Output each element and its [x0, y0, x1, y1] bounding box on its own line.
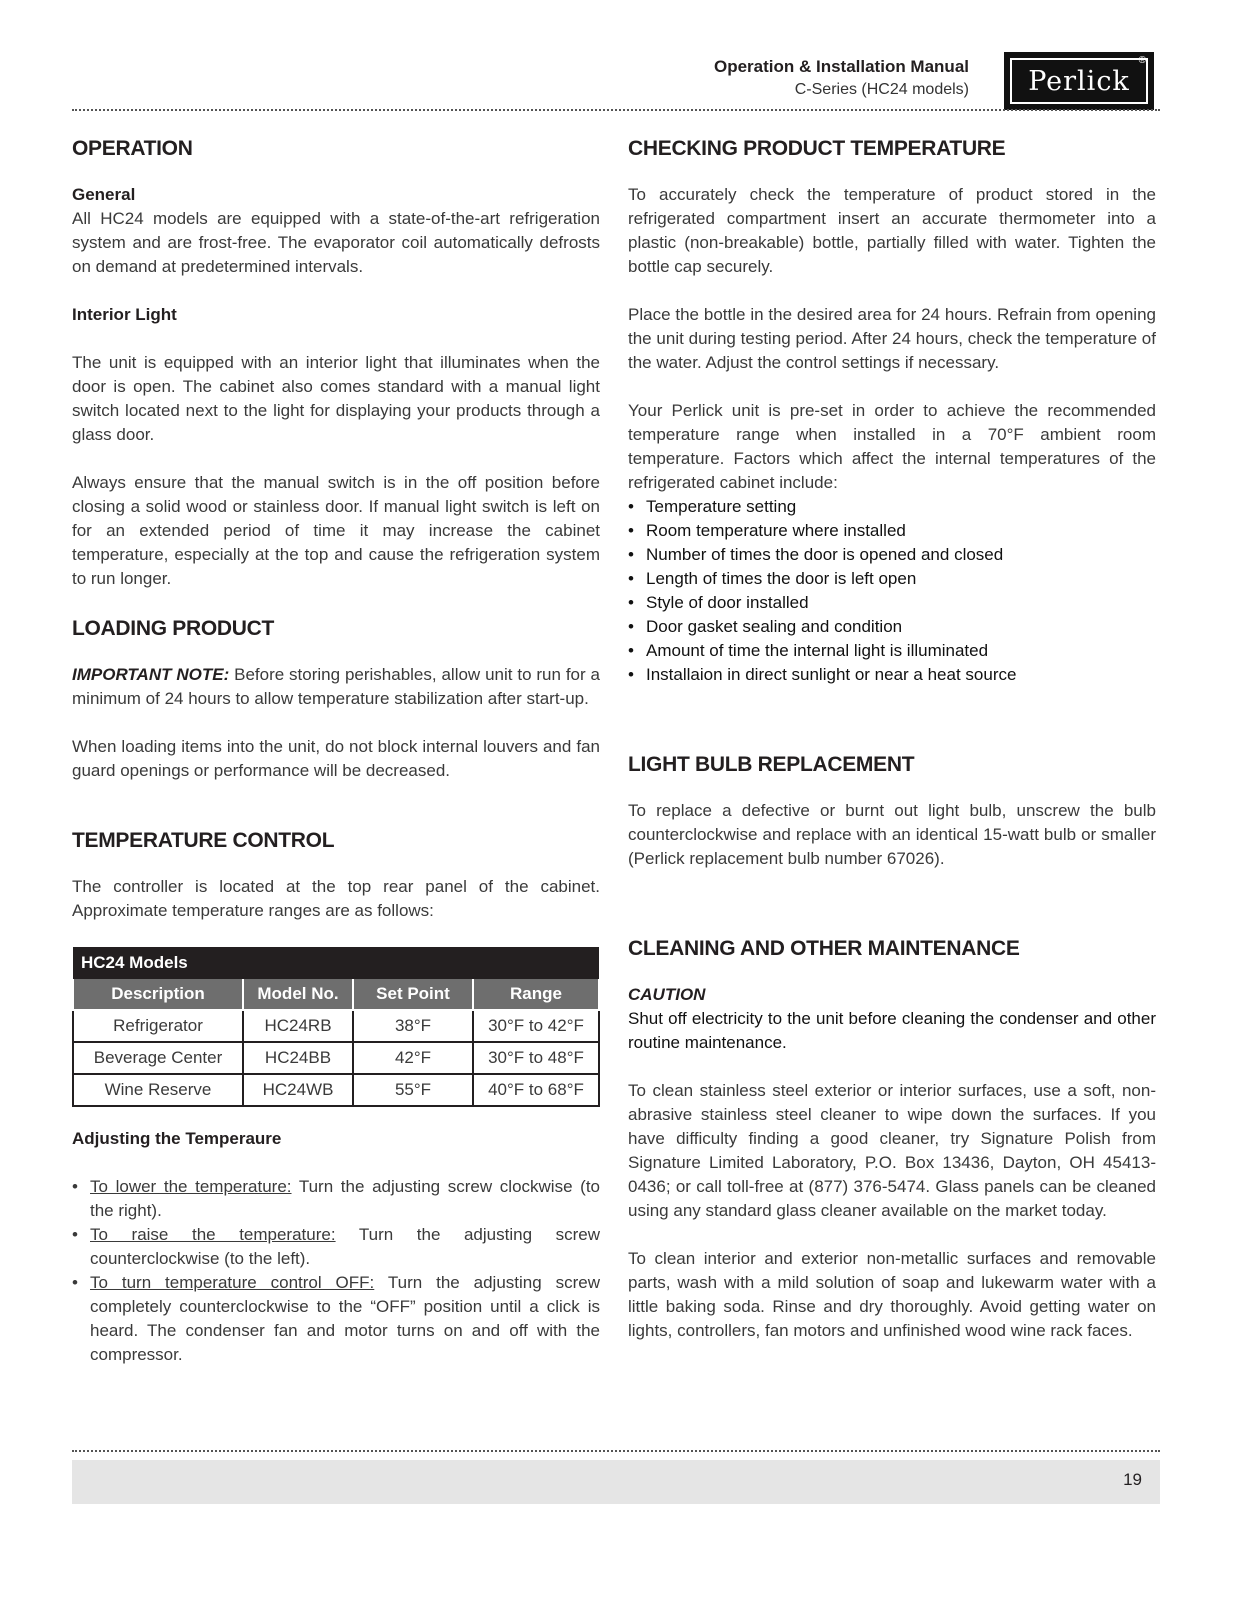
checking-paragraph-1: To accurately check the temperature of product stored in the refrigerated compartment insert an accurate thermometer into a plastic (non-breakable) bottle, partially filled with water. Tighten the bottle cap securely. [628, 185, 1156, 276]
important-note-paragraph [72, 663, 600, 711]
cleaning-paragraph-2: To clean interior and exterior non-metallic surfaces and removable parts, wash with a mild solution of soap and lukewarm water with a little baking soda. Rinse and dry thoroughly. Avoid getting water on lights, controllers, fan motors and unfinished wood wine rack faces. [628, 1249, 1156, 1340]
table-row [73, 1010, 599, 1042]
table-cell: 30°F to 42°F [473, 1010, 599, 1042]
list-item-label: To lower the temperature: [90, 1177, 292, 1196]
table-cell: 38°F [353, 1010, 473, 1042]
list-item: • Number of times the door is opened and closed [628, 543, 1156, 567]
light-bulb-paragraph: To replace a defective or burnt out light bulb, unscrew the bulb counterclockwise and replace with an identical 15-watt bulb or smaller (Perlick replacement bulb number 67026). [628, 801, 1156, 868]
registered-mark: ® [1138, 55, 1146, 66]
table-caption: HC24 Models [73, 947, 599, 979]
column-header: Set Point [353, 979, 473, 1010]
table-cell: Wine Reserve [73, 1074, 243, 1106]
caution-label: CAUTION [628, 985, 706, 1004]
list-item: • Door gasket sealing and condition [628, 615, 1156, 639]
list-item [72, 1223, 600, 1271]
general-paragraph: All HC24 models are equipped with a state-of-the-art refrigeration system and are frost-free. The evaporator coil automatically defrosts on demand at predetermined intervals. [72, 209, 600, 276]
perlick-logo [1004, 52, 1154, 110]
interior-light-paragraph: The unit is equipped with an interior light that illuminates when the door is open. The cabinet also comes standard with a manual light switch located next to the light for displaying your products through a glass door. [72, 353, 600, 444]
temperature-ranges-table [72, 947, 600, 1107]
important-note-text: Before storing perishables, allow unit to run for a minimum of 24 hours to allow temperature stabilization after start-up. [72, 665, 600, 708]
list-item-label: To raise the temperature: [90, 1225, 336, 1244]
subheading-interior-light: Interior Light [72, 305, 177, 324]
column-header: Model No. [243, 979, 353, 1010]
list-item: • Temperature setting [628, 495, 1156, 519]
column-header: Range [473, 979, 599, 1010]
list-item: • Installaion in direct sunlight or near a heat source [628, 663, 1156, 687]
list-item [72, 1175, 600, 1223]
list-item [72, 1271, 600, 1367]
section-heading-operation: OPERATION [72, 137, 193, 160]
table-row [73, 1042, 599, 1074]
list-item-text: Turn the adjusting screw counterclockwise (to the left). [90, 1225, 601, 1268]
adjusting-list [72, 1175, 600, 1367]
factors-list [628, 495, 1156, 687]
section-heading-checking: CHECKING PRODUCT TEMPERATURE [628, 137, 1006, 160]
section-heading-light-bulb: LIGHT BULB REPLACEMENT [628, 753, 915, 776]
caution-paragraph: Shut off electricity to the unit before cleaning the condenser and other routine maintenance. [628, 1009, 1156, 1052]
list-item: • Room temperature where installed [628, 519, 1156, 543]
section-heading-loading: LOADING PRODUCT [72, 617, 274, 640]
section-heading-cleaning: CLEANING AND OTHER MAINTENANCE [628, 937, 1020, 960]
table-cell: HC24BB [243, 1042, 353, 1074]
table-cell: 30°F to 48°F [473, 1042, 599, 1074]
manual-subtitle: C-Series (HC24 models) [794, 81, 969, 98]
table-cell: Refrigerator [73, 1010, 243, 1042]
table-cell: 42°F [353, 1042, 473, 1074]
column-header: Description [73, 979, 243, 1010]
list-item: • Style of door installed [628, 591, 1156, 615]
table-cell: HC24WB [243, 1074, 353, 1106]
cleaning-paragraph-1: To clean stainless steel exterior or interior surfaces, use a soft, non-abrasive stainless steel cleaner to wipe down the surfaces. If you have difficulty finding a good cleaner, try Signature Polish from Signature Limited Laboratory, P.O. Box 13436, Dayton, OH 45413-0436; or call toll-free at (877) 376-5474. Glass panels can be cleaned using any standard glass cleaner available on the market today. [628, 1081, 1156, 1220]
list-item-label: To turn temperature control OFF: [90, 1273, 375, 1292]
checking-paragraph-2: Place the bottle in the desired area for 24 hours. Refrain from opening the unit during testing period. After 24 hours, check the temperature of the water. Adjust the control settings if necessary. [628, 305, 1156, 372]
checking-paragraph-3: Your Perlick unit is pre-set in order to achieve the recommended temperature range when installed in a 70°F ambient room temperature. Factors which affect the internal temperatures of the refrigerated cabinet include: [628, 401, 1156, 492]
right-column [628, 135, 1156, 1343]
table-cell: 40°F to 68°F [473, 1074, 599, 1106]
list-item: • Length of times the door is left open [628, 567, 1156, 591]
manual-title: Operation & Installation Manual [713, 57, 969, 76]
important-note-label: IMPORTANT NOTE: [72, 665, 230, 684]
table-cell: HC24RB [243, 1010, 353, 1042]
list-item-text: Turn the adjusting screw clockwise (to the right). [90, 1177, 601, 1220]
logo-wordmark: Perlick [1010, 58, 1148, 104]
list-item-text: Turn the adjusting screw completely counterclockwise to the “OFF” position until a click is heard. The condenser fan and motor turns on and off with the compressor. [90, 1273, 600, 1364]
subheading-adjusting-temperature: Adjusting the Temperaure [72, 1129, 282, 1148]
controller-paragraph: The controller is located at the top rear panel of the cabinet. Approximate temperature ranges are as follows: [72, 877, 600, 920]
table-cell: Beverage Center [73, 1042, 243, 1074]
table-cell: 55°F [353, 1074, 473, 1106]
page-number: 19 [1123, 1470, 1142, 1489]
header-divider [72, 109, 1160, 111]
left-column [72, 135, 600, 1367]
section-heading-temperature-control: TEMPERATURE CONTROL [72, 829, 335, 852]
list-item: • Amount of time the internal light is illuminated [628, 639, 1156, 663]
light-switch-paragraph: Always ensure that the manual switch is in the off position before closing a solid wood or stainless door. If manual light switch is left on for an extended period of time it may increase the cabinet temperature, especially at the top and cause the refrigeration system to run longer. [72, 473, 600, 588]
footer-divider [72, 1450, 1160, 1452]
loading-paragraph: When loading items into the unit, do not block internal louvers and fan guard openings or performance will be decreased. [72, 737, 600, 780]
subheading-general: General [72, 185, 136, 204]
footer-bar [72, 1460, 1160, 1504]
table-row [73, 1074, 599, 1106]
